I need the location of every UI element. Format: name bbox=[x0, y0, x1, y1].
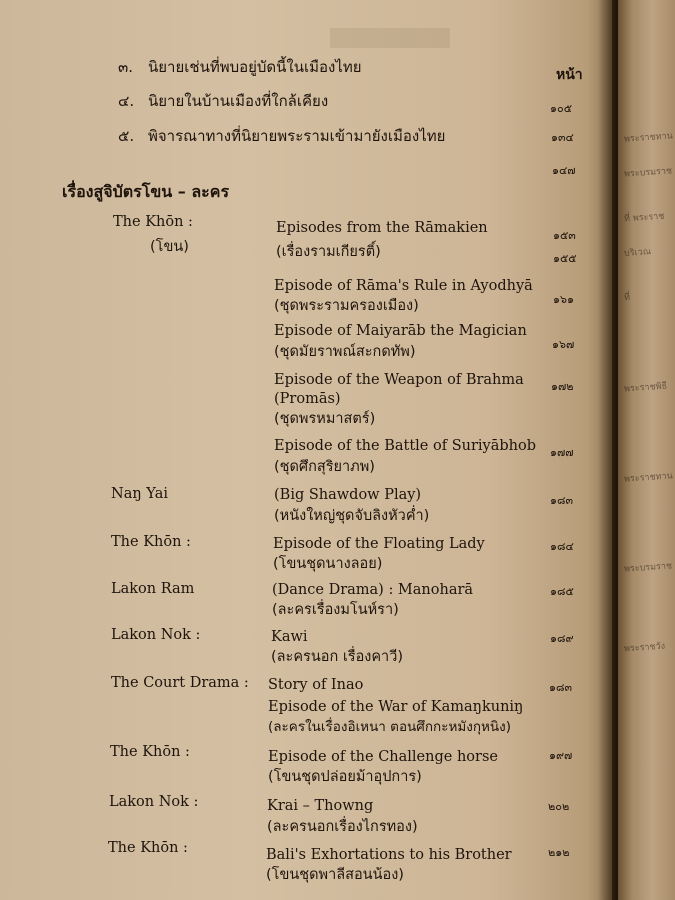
bleed-text: พระราชวัง bbox=[623, 641, 666, 655]
item-text: นิยายเช่นที่พบอยู่บัดนี้ในเมืองไทย bbox=[148, 58, 362, 76]
entry-line: Kawi bbox=[271, 629, 308, 645]
entry-line: Episode of the War of Kamaŋkuniŋ bbox=[268, 699, 524, 715]
category-label: Lakon Ram bbox=[111, 581, 195, 597]
item-text: นิยายในบ้านเมืองที่ใกล้เคียง bbox=[148, 92, 329, 110]
entry-line: (Promās) bbox=[274, 391, 341, 407]
page-number: ๑๘๔ bbox=[550, 540, 574, 553]
ghost-smudge bbox=[330, 28, 450, 48]
entry-line: (Dance Drama) : Manoharā bbox=[272, 582, 474, 598]
bleed-text: พระราชทาน bbox=[623, 471, 674, 485]
bleed-text: ที่ bbox=[623, 292, 631, 304]
entry-line: Episode of the Challenge horse bbox=[268, 749, 498, 765]
item-number: ๓. bbox=[118, 58, 134, 76]
bleed-text: พระบรมราช bbox=[623, 561, 673, 575]
page-number: ๑๖๑ bbox=[553, 293, 574, 306]
entry-line: Episode of the Floating Lady bbox=[273, 536, 485, 552]
entry-line: (ละครเรื่องมโนห์รา) bbox=[272, 602, 399, 618]
entry-line: Story of Inao bbox=[268, 677, 364, 693]
entry-line: (โขนชุดปล่อยม้าอุปการ) bbox=[268, 769, 422, 785]
category-thai: (โขน) bbox=[150, 239, 189, 255]
page-number: ๑๖๗ bbox=[552, 338, 575, 351]
item-number: ๕. bbox=[118, 127, 135, 145]
bleed-text: พระบรมราช bbox=[623, 166, 673, 180]
page-number: ๑๘๓ bbox=[550, 494, 573, 507]
category-label: Lakon Nok : bbox=[111, 627, 201, 643]
page-number: ๑๕๕ bbox=[553, 252, 577, 265]
entry-line: Episode of Maiyarāb the Magician bbox=[274, 323, 527, 339]
entry-line: Krai – Thowng bbox=[267, 798, 374, 814]
section-title: เรื่องสูจิบัตรโขน – ละคร bbox=[62, 182, 230, 201]
page-column-label: หน้า bbox=[556, 67, 583, 83]
item-number: ๔. bbox=[118, 92, 135, 110]
entry-line: Episode of the Battle of Suriyābhob bbox=[274, 438, 537, 454]
entry-line: (ชุดมัยราพณ์สะกดทัพ) bbox=[274, 344, 416, 360]
facing-page-edge bbox=[618, 0, 675, 900]
entry-line: Episodes from the Rāmakien bbox=[276, 220, 488, 236]
bleed-text: พระราชทาน bbox=[623, 131, 674, 145]
page-number: ๑๐๕ bbox=[550, 102, 573, 115]
entry-line: (โขนชุดนางลอย) bbox=[273, 556, 383, 572]
entry-line: (ละครนอก เรื่องคาวี) bbox=[271, 649, 404, 665]
bleed-text: พระราชพิธี bbox=[623, 381, 668, 395]
entry-line: (Big Shawdow Play) bbox=[274, 487, 422, 503]
bleed-text: ที่ พระราช bbox=[623, 211, 665, 225]
entry-line: (ชุดพระรามครองเมือง) bbox=[274, 298, 419, 314]
category-label: The Court Drama : bbox=[111, 675, 249, 691]
entry-line: (ละครในเรื่องอิเหนา ตอนศึกกะหมังกุหนิง) bbox=[268, 719, 511, 735]
page-number: ๒๑๒ bbox=[548, 846, 570, 859]
entry-line: Episode of the Weapon of Brahma bbox=[274, 372, 524, 388]
category-label: The Khōn : bbox=[108, 840, 188, 856]
bleed-text: บริเวณ bbox=[623, 247, 652, 259]
entry-line: Bali's Exhortations to his Brother bbox=[266, 847, 512, 863]
page-number: ๑๘๓ bbox=[549, 681, 572, 694]
category-label: Lakon Nok : bbox=[109, 794, 199, 810]
category-label: The Khōn : bbox=[113, 214, 193, 230]
page-number: ๑๘๕ bbox=[550, 585, 574, 598]
page-number: ๑๙๗ bbox=[549, 749, 573, 762]
entry-line: (ละครนอกเรื่องไกรทอง) bbox=[267, 819, 418, 835]
entry-line: (หนังใหญ่ชุดจับลิงหัวค่ำ) bbox=[274, 508, 430, 524]
page-number: ๑๓๔ bbox=[551, 131, 574, 144]
page-number: ๑๔๗ bbox=[552, 164, 576, 177]
page-number: ๑๗๒ bbox=[551, 380, 574, 393]
category-label: The Khōn : bbox=[111, 534, 191, 550]
category-label: Naŋ Yai bbox=[111, 486, 169, 502]
page-number: ๒๐๒ bbox=[548, 800, 570, 813]
entry-line: (เรื่องรามเกียรติ์) bbox=[276, 244, 381, 260]
page-gutter-shadow bbox=[598, 0, 620, 900]
entry-line: (ชุดศึกสุริยาภพ) bbox=[274, 459, 375, 475]
entry-line: (โขนชุดพาลีสอนน้อง) bbox=[266, 867, 404, 883]
page-number: ๑๕๓ bbox=[553, 229, 576, 242]
page-number: ๑๘๙ bbox=[550, 632, 574, 645]
entry-line: (ชุดพรหมาสตร์) bbox=[274, 411, 376, 427]
category-label: The Khōn : bbox=[110, 744, 190, 760]
page-number: ๑๗๗ bbox=[550, 446, 574, 459]
entry-line: Episode of Rāma's Rule in Ayodhyā bbox=[274, 278, 533, 294]
item-text: พิจารณาทางที่นิยายพระรามเข้ามายังเมืองไทย bbox=[148, 127, 446, 145]
